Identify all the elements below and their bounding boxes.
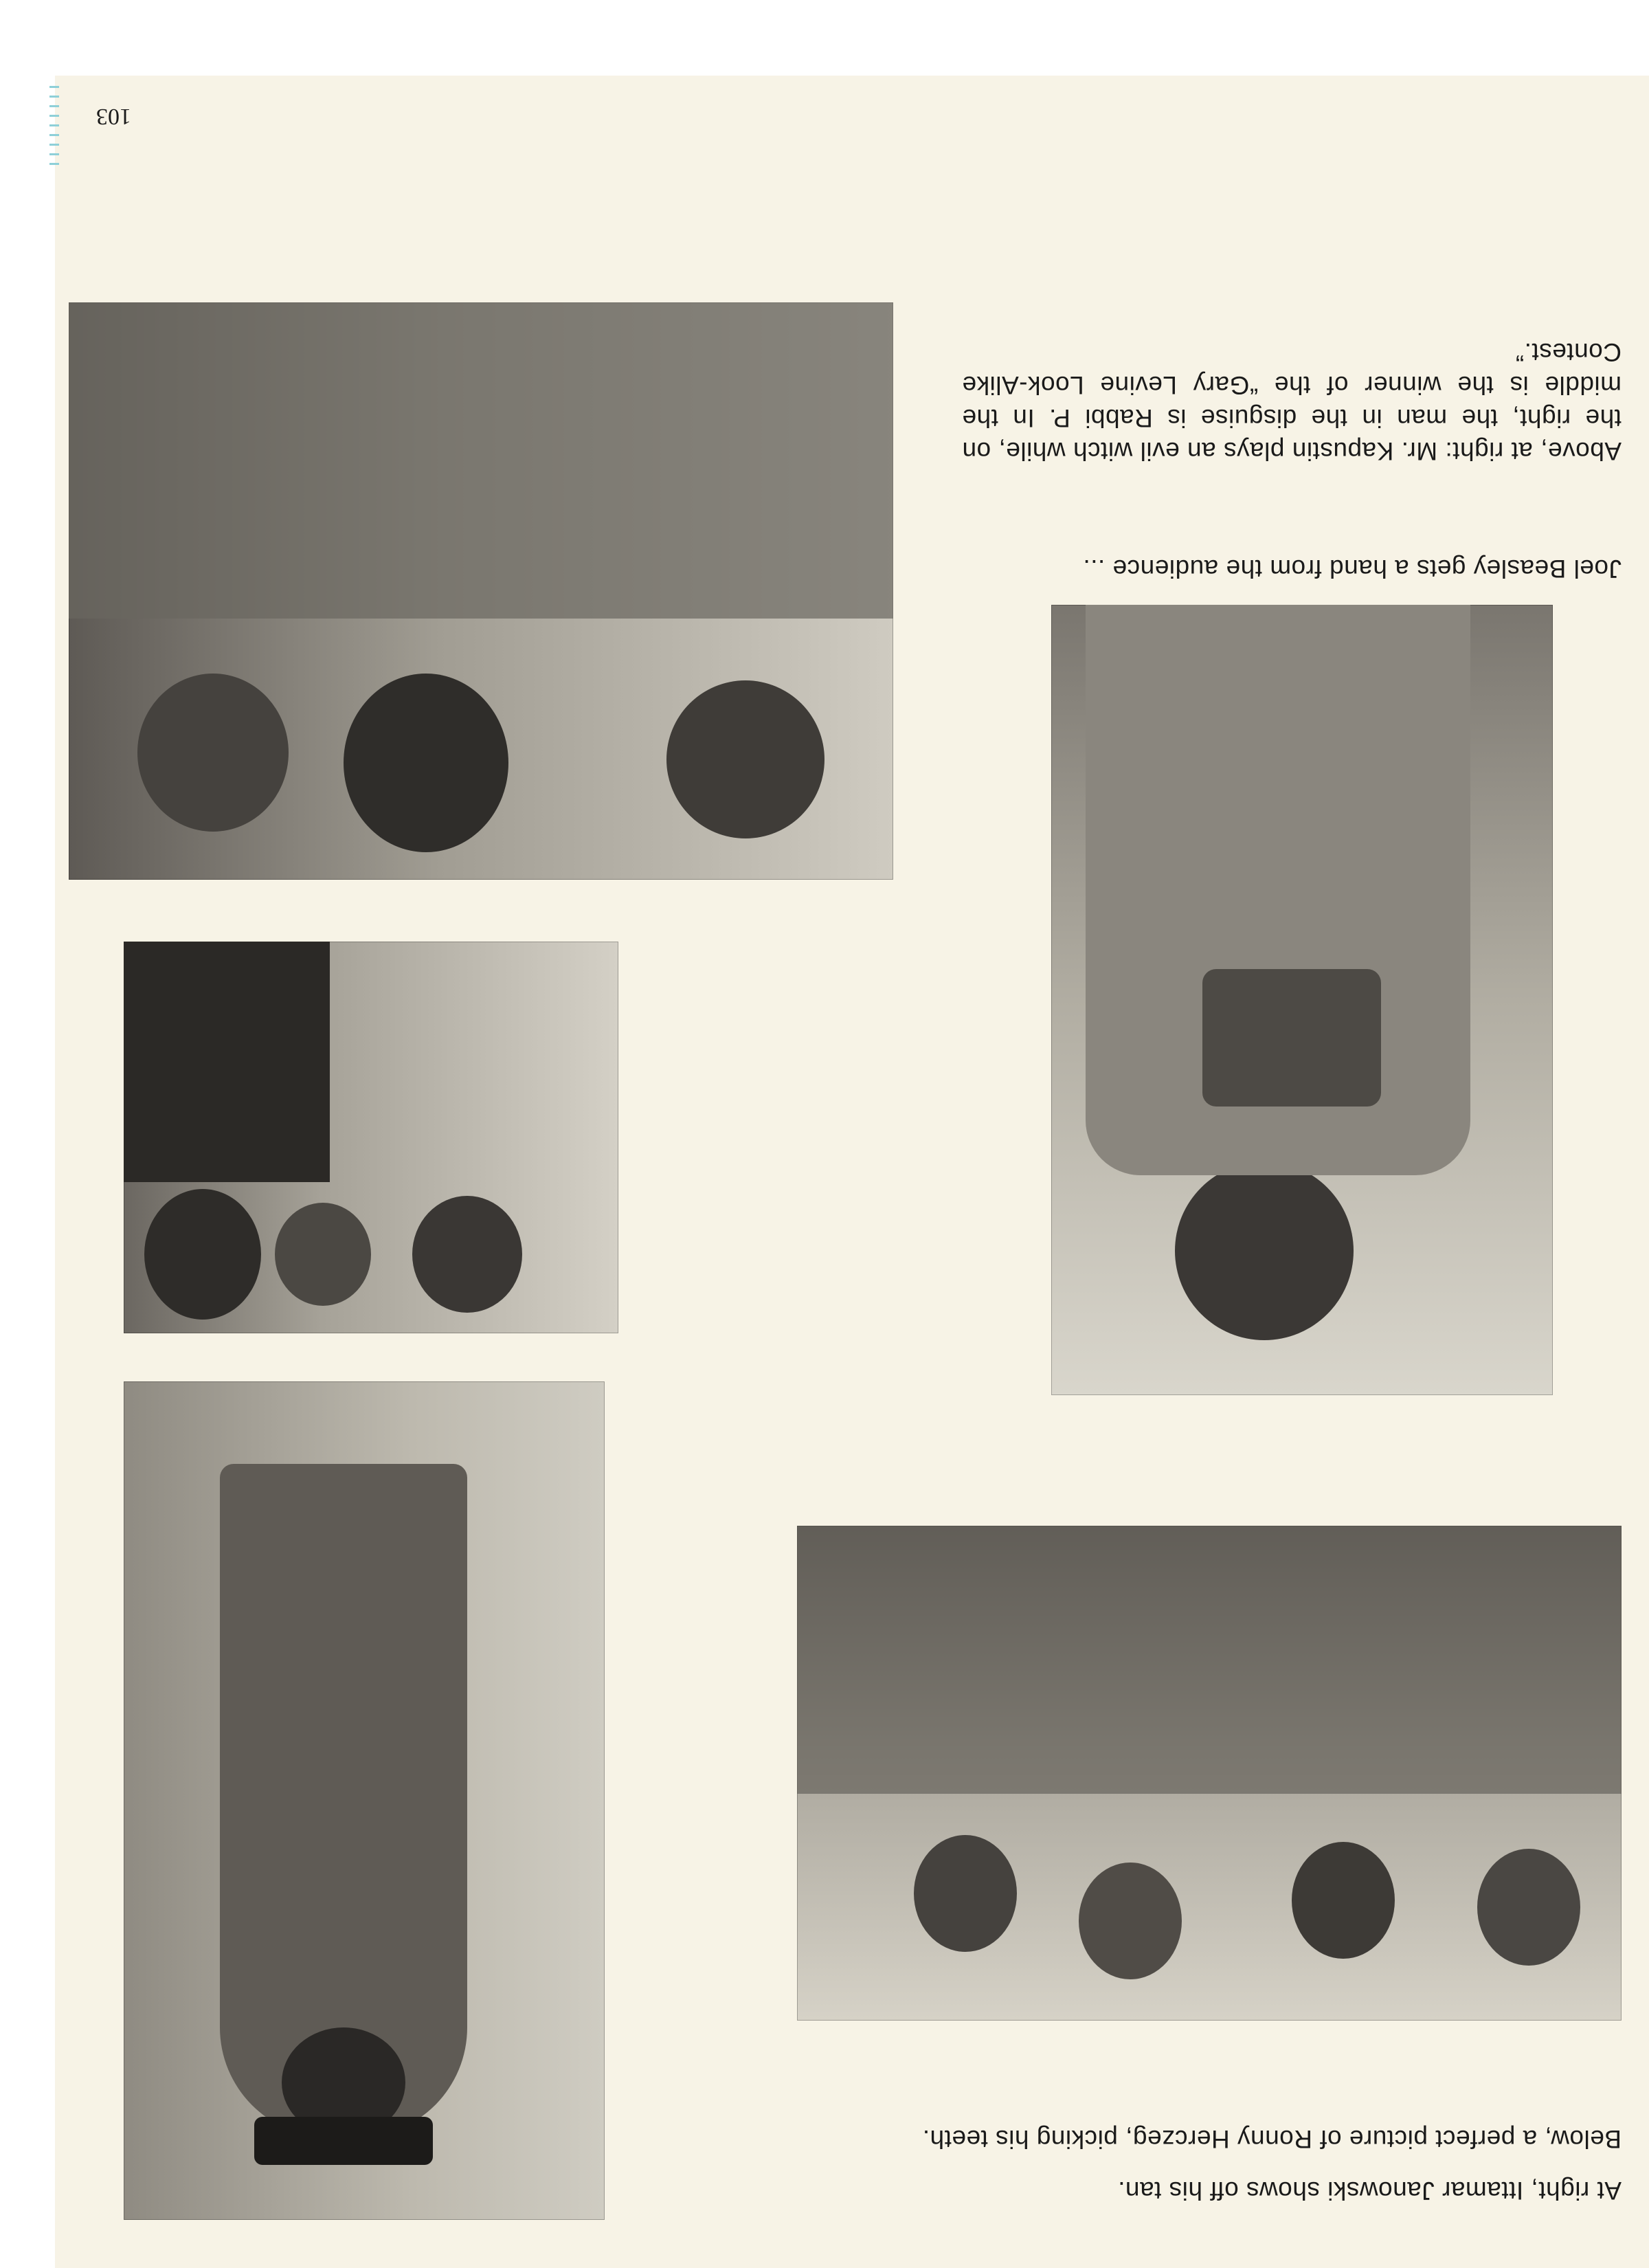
page-number: 103 (96, 104, 131, 129)
caption-kapustin-block: Above, at right: Mr. Kapustin plays an evil witch while, on the right, the man in the disguise is Rabbi P. In the middle is the winner of the “Gary Levine Look-Alike Contest.” (962, 338, 1622, 465)
scan-margin (0, 0, 1649, 76)
caption-teeth: Below, a perfect picture of Ronny Herczeg, picking his teeth. (922, 2125, 1622, 2153)
scan-binding-marks (49, 82, 59, 165)
photo-ronny-herczeg (797, 1526, 1622, 2021)
photo-group-costumes (69, 302, 893, 880)
photo-joel-beasley (1051, 605, 1553, 1395)
caption-joel-beasley: Joel Beasley gets a hand from the audience ... (1082, 555, 1622, 583)
photo-ittamar-janowski (124, 1381, 605, 2220)
yearbook-page (55, 76, 1649, 2268)
caption-tan: At right, Ittamar Janowski shows off his tan. (1117, 2177, 1622, 2205)
photo-costume-trio (124, 942, 618, 1333)
